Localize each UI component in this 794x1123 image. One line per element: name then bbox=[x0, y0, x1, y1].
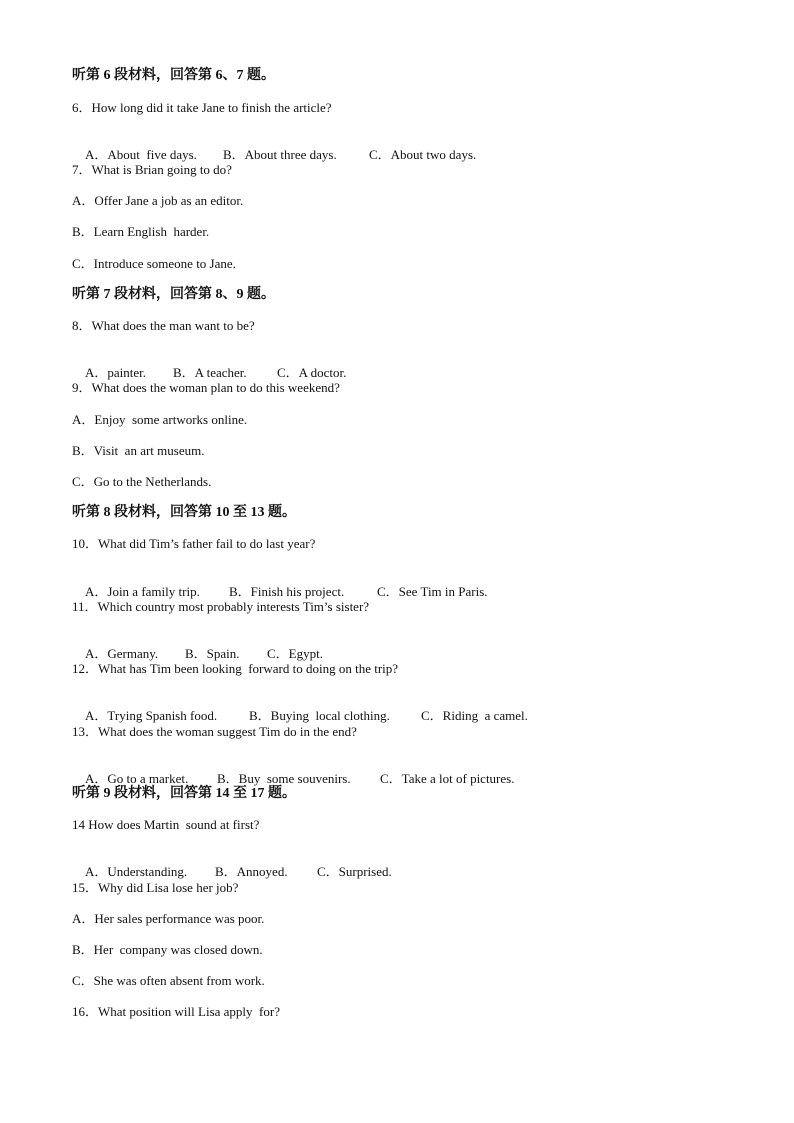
question-stem: 12．What has Tim been looking forward to doing on the trip? bbox=[72, 661, 399, 676]
option-c: C．Surprised. bbox=[317, 864, 392, 879]
option-a: A．painter. bbox=[85, 365, 147, 380]
section-heading: 听第 6 段材料，回答第 6、7 题。 bbox=[72, 68, 275, 83]
option-c: C．Introduce someone to Jane. bbox=[72, 256, 236, 271]
option-a: A．Trying Spanish food. bbox=[85, 708, 218, 723]
option-c: C．She was often absent from work. bbox=[72, 973, 265, 988]
option-a: A．Her sales performance was poor. bbox=[72, 911, 265, 926]
option-a: A．Enjoy some artworks online. bbox=[72, 412, 248, 427]
question-stem: 6．How long did it take Jane to finish the article? bbox=[72, 100, 332, 115]
question-stem: 13．What does the woman suggest Tim do in the end? bbox=[72, 724, 357, 739]
option-b: B．A teacher. bbox=[173, 365, 247, 380]
option-a: A．About five days. bbox=[85, 147, 197, 162]
question-stem: 16．What position will Lisa apply for? bbox=[72, 1004, 280, 1019]
option-b: B．Finish his project. bbox=[229, 584, 345, 599]
question-stem: 14 How does Martin sound at first? bbox=[72, 817, 260, 832]
option-c: C．See Tim in Paris. bbox=[377, 584, 488, 599]
section-heading: 听第 9 段材料，回答第 14 至 17 题。 bbox=[72, 786, 296, 801]
question-stem: 10．What did Tim’s father fail to do last year? bbox=[72, 536, 316, 551]
option-a: A．Germany. bbox=[85, 646, 159, 661]
option-b: B．Visit an art museum. bbox=[72, 443, 205, 458]
question-stem: 15．Why did Lisa lose her job? bbox=[72, 880, 239, 895]
option-b: B．Learn English harder. bbox=[72, 224, 210, 239]
option-a: A．Understanding. bbox=[85, 864, 188, 879]
option-c: C．Take a lot of pictures. bbox=[380, 771, 515, 786]
option-a: A．Go to a market. bbox=[85, 771, 189, 786]
question-stem: 7．What is Brian going to do? bbox=[72, 162, 232, 177]
question-stem: 8．What does the man want to be? bbox=[72, 318, 255, 333]
option-c: C．A doctor. bbox=[277, 365, 347, 380]
option-a: A．Join a family trip. bbox=[85, 584, 200, 599]
option-b: B．Spain. bbox=[185, 646, 240, 661]
option-b: B．Buy some souvenirs. bbox=[217, 771, 351, 786]
option-b: B．Buying local clothing. bbox=[249, 708, 390, 723]
option-c: C．Go to the Netherlands. bbox=[72, 474, 212, 489]
section-heading: 听第 7 段材料，回答第 8、9 题。 bbox=[72, 287, 275, 302]
option-c: C．Egypt. bbox=[267, 646, 323, 661]
option-c: C．Riding a camel. bbox=[421, 708, 528, 723]
question-stem: 9．What does the woman plan to do this weekend? bbox=[72, 380, 340, 395]
question-stem: 11．Which country most probably interests Tim’s sister? bbox=[72, 599, 370, 614]
option-b: B．About three days. bbox=[223, 147, 337, 162]
option-c: C．About two days. bbox=[369, 147, 477, 162]
section-heading: 听第 8 段材料，回答第 10 至 13 题。 bbox=[72, 505, 296, 520]
option-a: A．Offer Jane a job as an editor. bbox=[72, 193, 244, 208]
option-b: B．Annoyed. bbox=[215, 864, 288, 879]
option-b: B．Her company was closed down. bbox=[72, 942, 263, 957]
